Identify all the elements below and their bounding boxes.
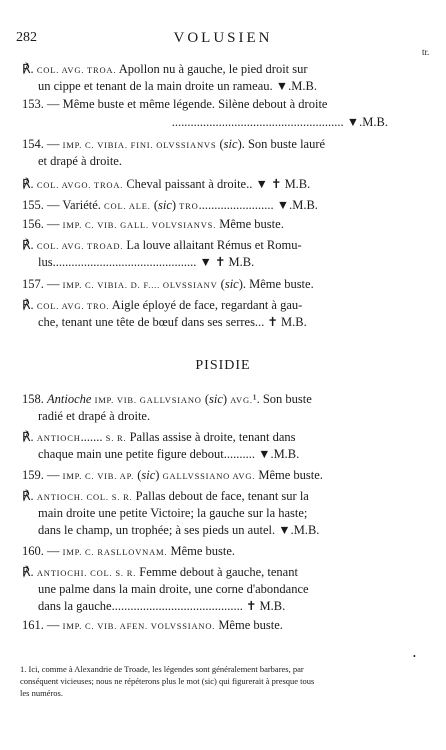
legend-text: COL. AVG. TRO. [36,301,110,311]
page-number: 282 [16,30,37,45]
italic-text: sic [223,137,238,151]
line-segment: Même buste. [215,618,283,632]
legend-text: IMP. C. VIBIA. FINI. OLVSSIANVS [62,140,217,150]
line-segment: ) [155,468,163,482]
italic-text: sic [157,198,172,212]
footnote-line: les numéros. [20,688,63,698]
text-line [38,506,388,521]
text-line [22,238,388,254]
line-segment: ........................ ▼.M.B. [198,198,318,212]
line-segment: 159. — [22,468,63,482]
line-segment: ( [134,468,142,482]
line-segment: ). Même buste. [238,277,314,291]
legend-text: ANTIOCHI. COL. S. R. [36,568,137,578]
legend-text: IMP. VIB. GALLVSIANO [94,395,202,405]
line-segment: ....... [80,430,106,444]
text-line [22,217,388,233]
legend-text: IMP. C. VIBIA. D. F.... OLVSSIANV [62,280,218,290]
line-segment: 161. — [22,618,63,632]
line-segment: Cheval paissant à droite.. ▼ ✝ M.B. [123,177,311,191]
text-line [38,523,388,538]
line-segment: ) [222,392,231,406]
line-segment: ℟. [22,238,37,252]
text-line [22,392,388,408]
line-segment: dans la gauche.......................................... ✝ M.B. [38,599,286,613]
margin-mark: tr. [422,47,430,57]
text-line [22,115,388,130]
line-segment: ℟. [22,177,37,191]
text-line [22,430,388,446]
line-segment: ( [216,137,224,151]
text-line [22,565,388,581]
line-segment: 156. — [22,217,63,231]
legend-text: ANTIOCH. COL. S. R. [36,492,133,502]
line-segment: Pallas assise à droite, tenant dans [126,430,296,444]
line-segment: 153. — Même buste et même légende. Silène debout à droite [22,97,328,111]
text-line [22,618,388,634]
legend-text: TRO [179,201,199,211]
line-segment: main droite une petite Victoire; la gauche sur la haste; [38,506,308,520]
line-segment: ℟. [22,298,37,312]
line-segment: ( [150,198,158,212]
footnote-mark: • [413,652,416,661]
line-segment: radié et drapé à droite. [38,409,151,423]
line-segment: chaque main une petite figure debout.......... ▼.M.B. [38,447,300,461]
italic-text: sic [141,468,156,482]
line-segment: ) [171,198,180,212]
text-line [22,97,388,112]
text-line [22,62,388,78]
line-segment: ( [201,392,210,406]
legend-text: COL. AVGO. TROA. [36,180,124,190]
text-line [22,489,388,505]
legend-text: COL. AVG. TROA. [36,65,117,75]
line-segment: 160. — [22,544,63,558]
text-line [22,277,388,293]
legend-text: ANTIOCH [36,433,81,443]
line-segment: 155. — Variété. [22,198,105,212]
legend-text: IMP. C. VIB. AFEN. VOLVSSIANO. [62,621,216,631]
line-segment: 154. — [22,137,63,151]
line-segment: lus.............................................. ▼ ✝ M.B. [38,255,255,269]
line-segment: et drapé à droite. [38,154,122,168]
line-segment: La louve allaitant Rémus et Romu- [123,238,302,252]
section-heading: PISIDIE [195,358,251,373]
line-segment: Pallas debout de face, tenant sur la [132,489,309,503]
line-segment: 158. [22,392,47,406]
line-segment: che, tenant une tête de bœuf dans ses serres... ✝ M.B. [38,315,307,329]
line-segment: ¹. Son buste [252,392,312,406]
footnote-line: conséquent vicieuses; nous ne répéterons plus le mot (sic) qui figurerait à presque tous [20,676,315,686]
legend-text: IMP. C. VIB. GALL. VOLVSIANVS. [62,220,217,230]
text-line [22,544,388,560]
line-segment: une palme dans la main droite, une corne d'abondance [38,582,309,596]
legend-text: GALLVSSIANO AVG. [162,471,256,481]
line-segment: ....................................................... ▼.M.B. [171,115,388,129]
text-line [38,315,388,330]
legend-text: COL. AVG. TROAD. [36,241,124,251]
legend-text: AVG. [230,395,253,405]
line-segment: ℟. [22,430,37,444]
text-line [22,137,388,153]
line-segment: ( [217,277,225,291]
italic-text: sic [209,392,223,406]
text-line [38,599,388,614]
line-segment: ℟. [22,62,37,76]
text-line [38,582,388,597]
legend-text: COL. ALE. [104,201,151,211]
line-segment: Même buste. [167,544,236,558]
line-segment: Aigle éployé de face, regardant à gau- [109,298,303,312]
text-line [22,468,388,484]
legend-text: S. R. [105,433,127,443]
running-title: VOLUSIEN [173,30,273,46]
italic-text: sic [224,277,239,291]
legend-text: IMP. C. RASLLOVNAM. [62,547,168,557]
footnote-line: 1. Ici, comme à Alexandrie de Troade, les légendes sont généralement barbares, par [20,664,304,674]
text-line [38,154,388,169]
line-segment: Même buste. [216,217,284,231]
text-line [38,255,388,270]
line-segment: ℟. [22,489,37,503]
line-segment: Même buste. [255,468,323,482]
line-segment: ℟. [22,565,37,579]
line-segment: Apollon nu à gauche, le pied droit sur [116,62,308,76]
text-line [38,79,388,94]
text-line [38,447,388,462]
italic-text: Antioche [47,392,92,406]
line-segment: 157. — [22,277,63,291]
line-segment: Femme debout à gauche, tenant [136,565,298,579]
text-line [38,409,388,424]
text-line [22,198,388,214]
text-line [22,177,388,193]
line-segment: ). Son buste lauré [237,137,326,151]
text-line [22,298,388,314]
legend-text: IMP. C. VIB. AP. [62,471,135,481]
line-segment: dans le champ, un trophée; à ses pieds un autel. ▼.M.B. [38,523,320,537]
line-segment: un cippe et tenant de la main droite un rameau. ▼.M.B. [38,79,317,93]
